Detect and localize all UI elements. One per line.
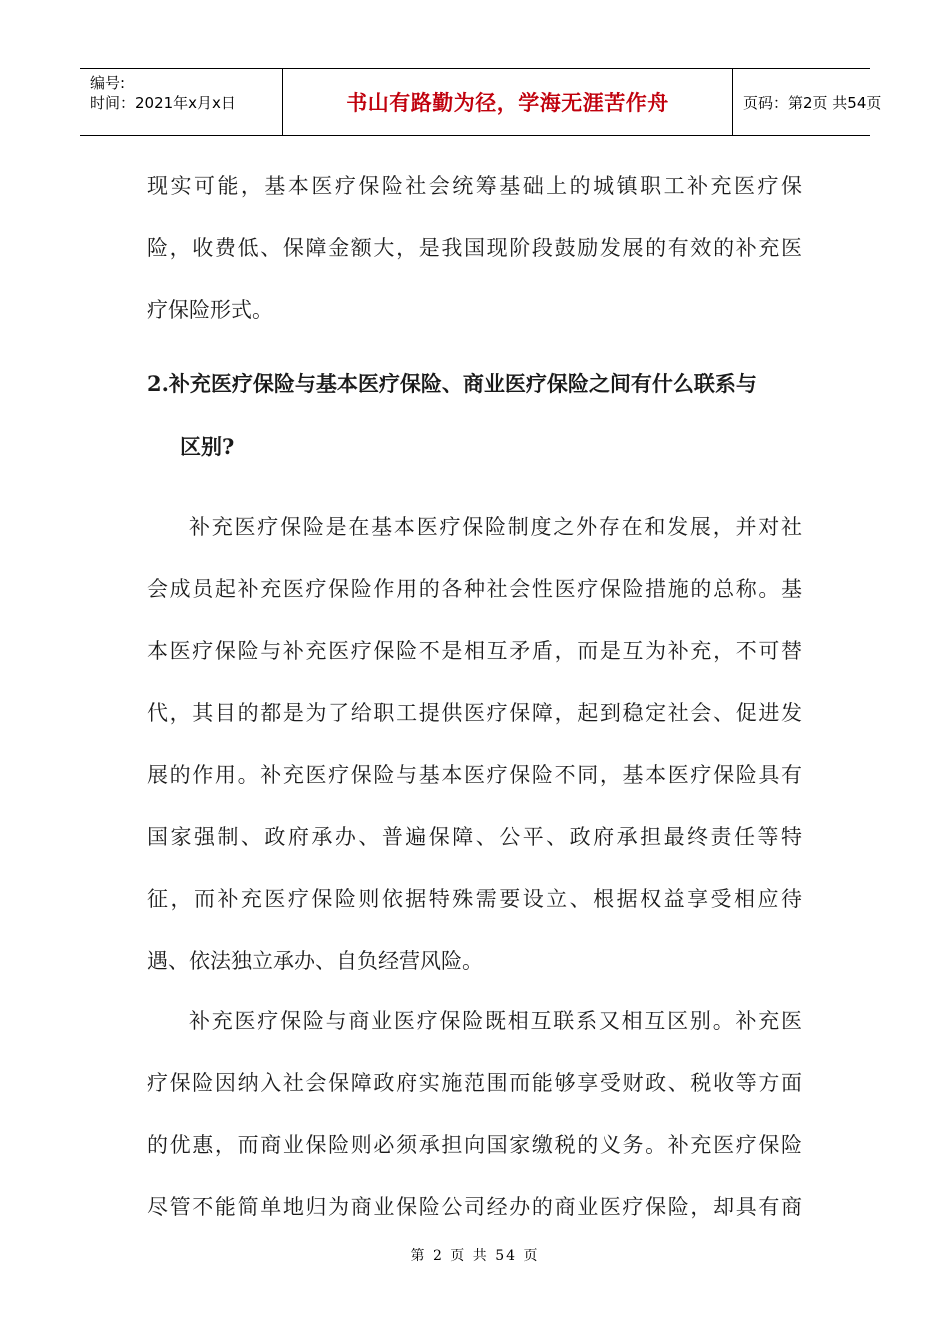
paragraph-line: 代，其目的都是为了给职工提供医疗保障，起到稳定社会、促进发 [147, 701, 802, 725]
document-number-label: 编号: [90, 74, 126, 92]
header-motto: 书山有路勤为径，学海无涯苦作舟 [283, 69, 733, 135]
paragraph-line: 展的作用。补充医疗保险与基本医疗保险不同，基本医疗保险具有 [147, 763, 802, 787]
header-page-info: 页码：第2页 共54页 [743, 93, 882, 112]
body-line: 疗保险形式。 [147, 298, 273, 322]
paragraph-line: 征，而补充医疗保险则依据特殊需要设立、根据权益享受相应待 [147, 887, 802, 911]
paragraph-line: 补充医疗保险是在基本医疗保险制度之外存在和发展，并对社 [189, 515, 802, 539]
page-header [80, 68, 882, 136]
paragraph-line: 会成员起补充医疗保险作用的各种社会性医疗保险措施的总称。基 [147, 577, 802, 601]
paragraph-line: 本医疗保险与补充医疗保险不是相互矛盾，而是互为补充，不可替 [147, 639, 802, 663]
body-line: 现实可能，基本医疗保险社会统筹基础上的城镇职工补充医疗保 [147, 174, 802, 198]
paragraph-line: 的优惠，而商业保险则必须承担向国家缴税的义务。补充医疗保险 [147, 1133, 802, 1157]
header-meta [80, 69, 283, 135]
page-footer: 第 2 页 共 54 页 [410, 1248, 540, 1264]
paragraph-line: 尽管不能简单地归为商业保险公司经办的商业医疗保险，却具有商 [147, 1195, 802, 1219]
paragraph-line: 疗保险因纳入社会保障政府实施范围而能够享受财政、税收等方面 [147, 1071, 802, 1095]
section-heading-continued: 区别? [180, 434, 235, 459]
paragraph-line: 遇、依法独立承办、自负经营风险。 [147, 949, 483, 973]
document-time-label: 时间：2021年x月x日 [90, 94, 236, 112]
paragraph-line: 补充医疗保险与商业医疗保险既相互联系又相互区别。补充医 [189, 1009, 802, 1033]
section-heading: 2.补充医疗保险与基本医疗保险、商业医疗保险之间有什么联系与 [147, 371, 757, 396]
body-line: 险，收费低、保障金额大，是我国现阶段鼓励发展的有效的补充医 [147, 236, 802, 260]
paragraph-line: 国家强制、政府承办、普遍保障、公平、政府承担最终责任等特 [147, 825, 802, 849]
